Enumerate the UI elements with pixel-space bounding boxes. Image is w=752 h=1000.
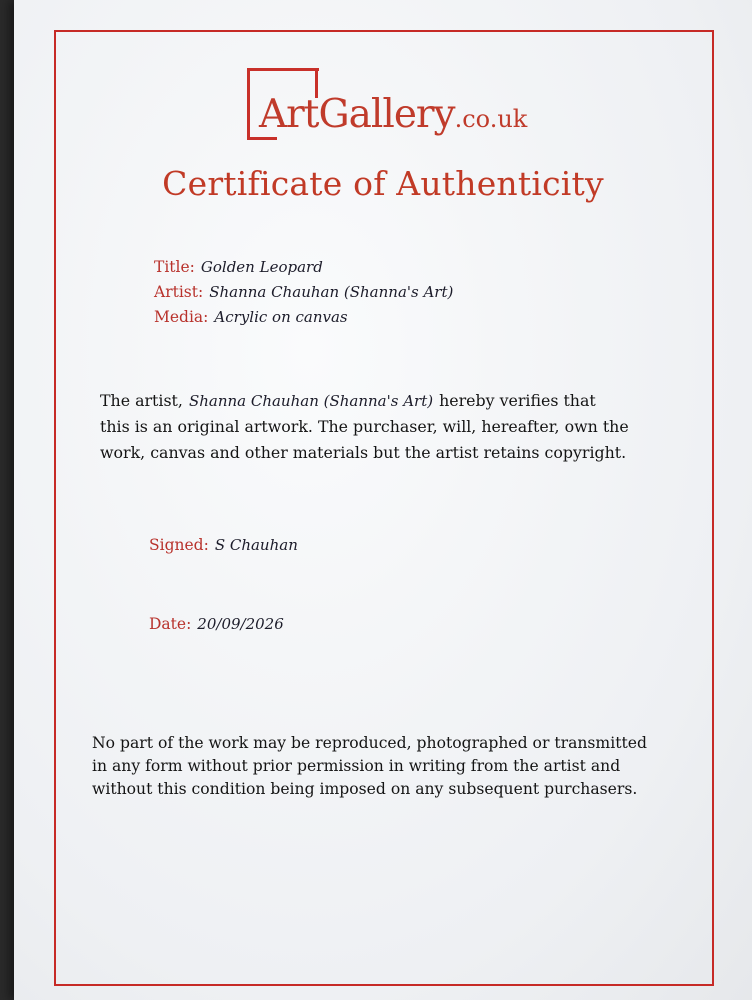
verification-line-2: this is an original artwork. The purchaser, will, hereafter, own the: [100, 417, 629, 436]
title-value: Golden Leopard: [200, 258, 323, 276]
logo-brand: ArtGallery: [259, 92, 455, 137]
artgallery-logo: [247, 66, 567, 146]
artist-value: Shanna Chauhan (Shanna's Art): [209, 283, 454, 301]
verification-suffix: hereby verifies that: [439, 391, 596, 410]
verification-line-1: [100, 388, 680, 414]
signed-label: Signed:: [149, 536, 209, 554]
copyright-notice: [92, 732, 692, 801]
signature-value: S Chauhan: [214, 536, 298, 554]
certificate-title: Certificate of Authenticity: [162, 164, 604, 203]
certificate-page: [14, 0, 752, 1000]
signature-row: [149, 536, 298, 554]
verification-line-3: work, canvas and other materials but the artist retains copyright.: [100, 443, 627, 462]
notice-line-1: No part of the work may be reproduced, photographed or transmitted: [92, 734, 647, 752]
verification-statement: [100, 388, 680, 466]
media-row: [154, 305, 453, 330]
media-label: Media:: [154, 308, 209, 326]
date-row: [149, 615, 284, 633]
artist-row: [154, 280, 453, 305]
media-value: Acrylic on canvas: [214, 308, 348, 326]
verification-prefix: The artist,: [100, 391, 183, 410]
title-row: [154, 255, 453, 280]
date-value: 20/09/2026: [197, 615, 284, 633]
artwork-details: [154, 255, 453, 330]
logo-tld: .co.uk: [454, 105, 528, 133]
verification-artist: Shanna Chauhan (Shanna's Art): [188, 392, 434, 410]
notice-line-2: in any form without prior permission in writing from the artist and: [92, 757, 621, 775]
notice-line-3: without this condition being imposed on any subsequent purchasers.: [92, 780, 638, 798]
date-label: Date:: [149, 615, 192, 633]
title-label: Title:: [154, 258, 195, 276]
artist-label: Artist:: [154, 283, 204, 301]
logo-wordmark: [259, 92, 527, 137]
